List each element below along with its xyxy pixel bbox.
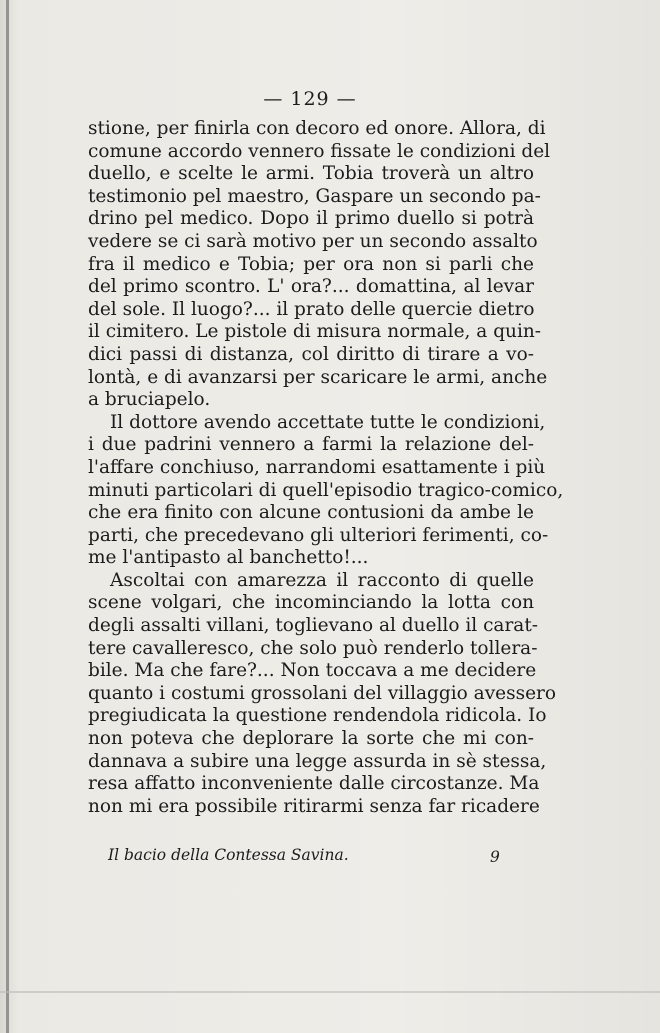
text-line: testimonio pel maestro, Gaspare un secondo pa- — [88, 185, 541, 207]
text-line: duello, e scelte le armi. Tobia troverà un altro — [88, 163, 534, 185]
text-line: drino pel medico. Dopo il primo duello si potrà — [88, 208, 534, 230]
text-line: me l'antipasto al banchetto!... — [88, 547, 369, 569]
signature-mark: 9 — [490, 848, 500, 866]
text-line: minuti particolari di quell'episodio tragico-comico, — [88, 479, 564, 501]
text-line: non mi era possibile ritirarmi senza far ricadere — [88, 795, 540, 817]
text-line: bile. Ma che fare?... Non toccava a me decidere — [88, 660, 537, 682]
body-text — [88, 118, 564, 818]
text-line: il cimitero. Le pistole di misura normale, a quin- — [88, 321, 542, 343]
text-line: dici passi di distanza, col diritto di tirare a vo- — [88, 343, 534, 365]
text-line: a bruciapelo. — [88, 389, 211, 411]
footer-book-title: Il bacio della Contessa Savina. — [108, 846, 349, 864]
text-line: l'affare conchiuso, narrandomi esattamente i più — [88, 456, 546, 478]
text-line: stione, per finirla con decoro ed onore. Allora, di — [88, 118, 546, 139]
text-line: fra il medico e Tobia; per ora non si parli che — [88, 253, 534, 275]
text-line: dannava a subire una legge assurda in sè stessa, — [88, 750, 547, 772]
text-line: degli assalti villani, toglievano al duello il carat- — [88, 615, 539, 637]
text-line: comune accordo vennero fissate le condizioni del — [88, 140, 551, 162]
text-line: che era finito con alcune contusioni da ambe le — [88, 502, 534, 524]
text-line: i due padrini vennero a farmi la relazione del- — [88, 434, 534, 456]
text-line: quanto i costumi grossolani del villaggio avessero — [88, 682, 557, 704]
text-line: scene volgari, che incominciando la lotta con — [88, 592, 534, 614]
text-line: resa affatto inconveniente dalle circostanze. Ma — [88, 773, 540, 795]
page-edge-line — [0, 991, 660, 993]
page-number: — 129 — — [263, 88, 357, 110]
text-line: non poteva che deplorare la sorte che mi con- — [88, 728, 534, 750]
text-line: Ascoltai con amarezza il racconto di quelle — [110, 569, 534, 591]
text-line: Il dottore avendo accettate tutte le condizioni, — [110, 411, 546, 433]
text-line: tere cavalleresco, che solo può renderlo tollera- — [88, 637, 538, 659]
text-line: lontà, e di avanzarsi per scaricare le armi, anche — [88, 366, 548, 388]
text-line: del sole. Il luogo?... il prato delle quercie dietro — [88, 298, 535, 320]
text-line: parti, che precedevano gli ulteriori ferimenti, co- — [88, 524, 549, 546]
text-line: pregiudicata la questione rendendola ridicola. Io — [88, 705, 547, 727]
text-line: del primo scontro. L' ora?... domattina, al levar — [88, 276, 534, 298]
book-spine-shadow — [6, 0, 9, 1033]
text-line: vedere se ci sarà motivo per un secondo assalto — [88, 230, 538, 252]
